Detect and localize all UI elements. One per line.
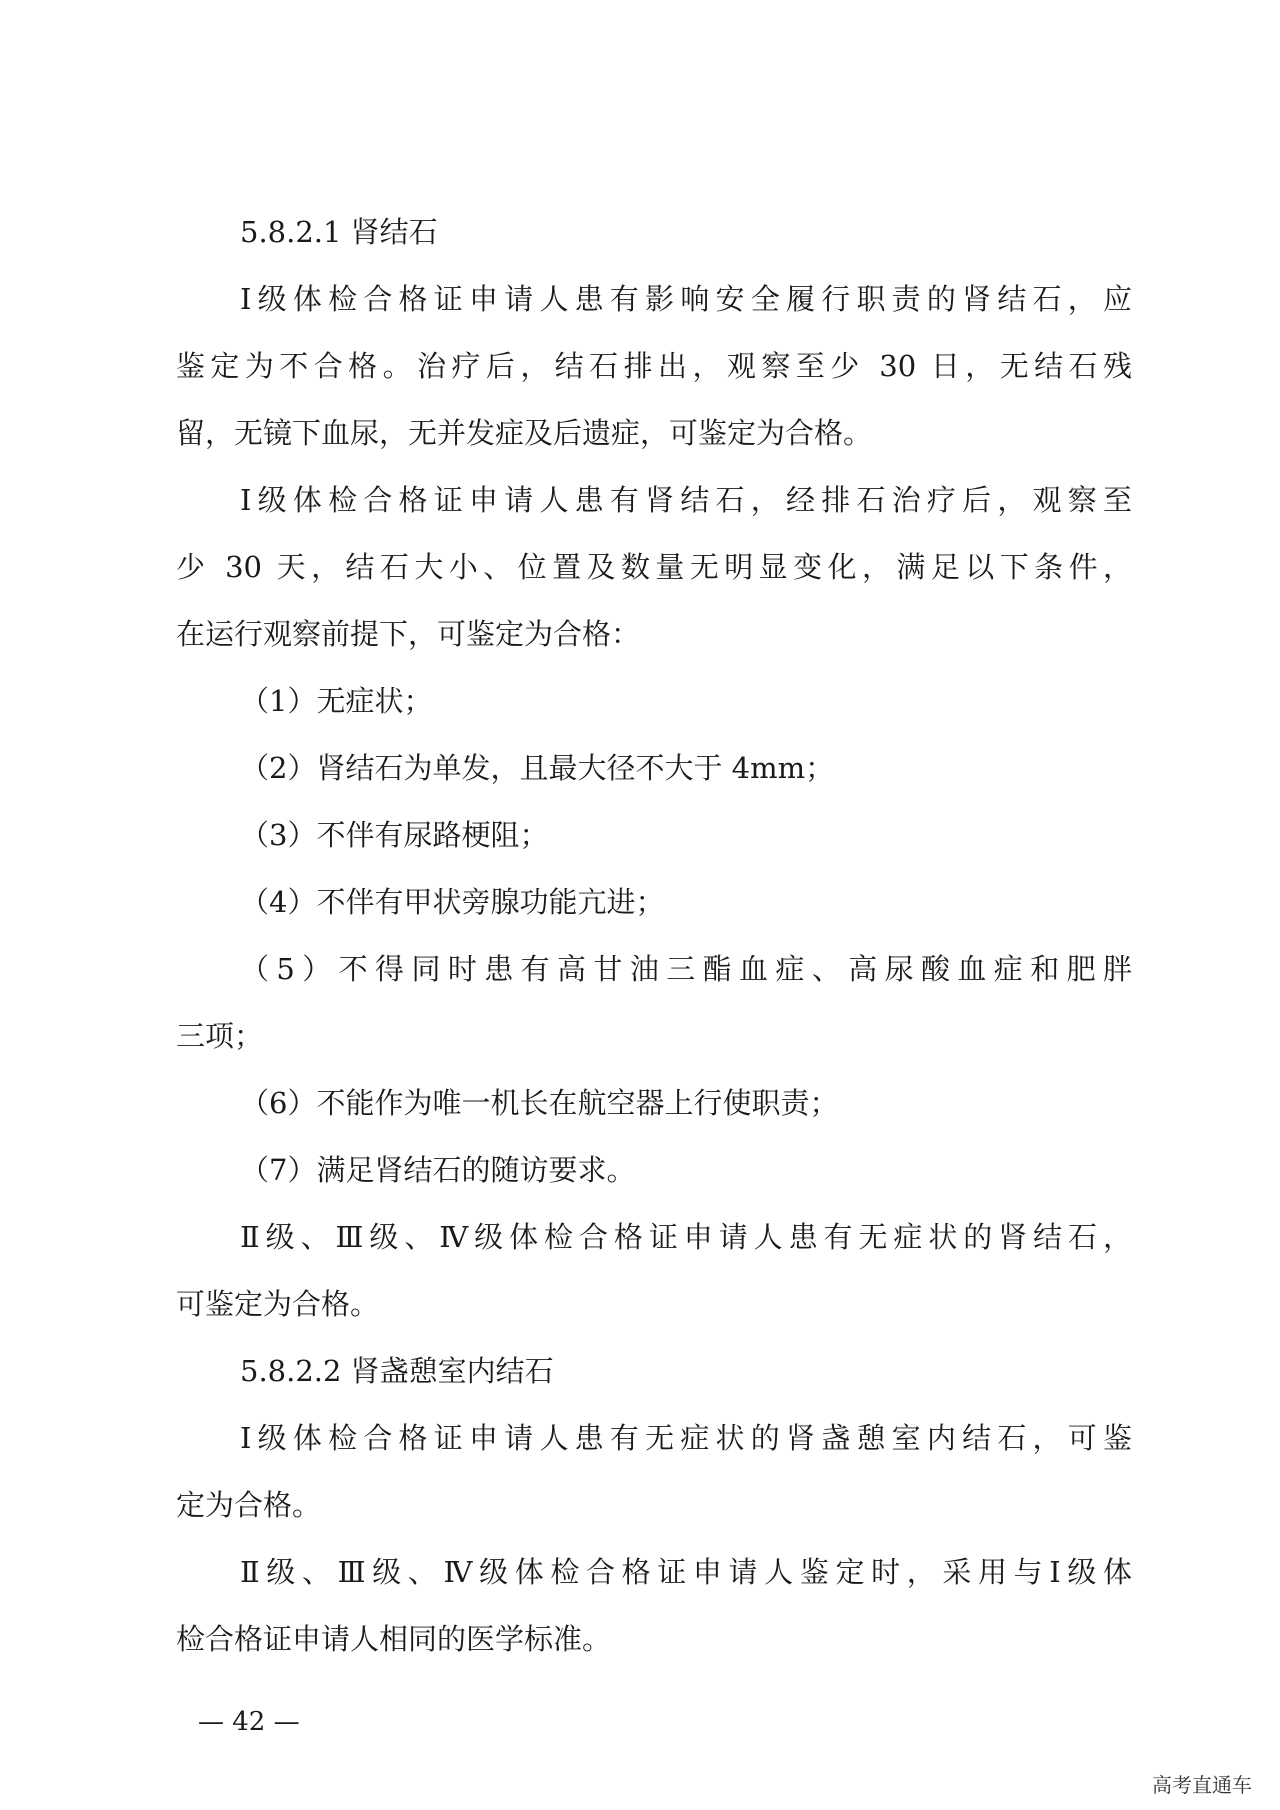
paragraph-line: 在运行观察前提下，可鉴定为合格： (176, 617, 641, 651)
paragraph-line: 留，无镜下血尿，无并发症及后遗症，可鉴定为合格。 (176, 416, 873, 450)
list-item: （6）不能作为唯一机长在航空器上行使职责； (240, 1086, 839, 1120)
watermark-text: 高考直通车 (1152, 1773, 1252, 1797)
paragraph-line: Ⅰ级体检合格证申请人患有肾结石，经排石治疗后，观察至 (240, 483, 1132, 517)
list-item: （4）不伴有甲状旁腺功能亢进； (240, 885, 665, 919)
page-number: — 42 — (198, 1707, 300, 1737)
paragraph-line: 检合格证申请人相同的医学标准。 (176, 1622, 612, 1656)
list-item: （7）满足肾结石的随访要求。 (240, 1153, 636, 1187)
paragraph-line: Ⅰ级体检合格证申请人患有无症状的肾盏憩室内结石，可鉴 (240, 1421, 1132, 1455)
list-item: （2）肾结石为单发，且最大径不大于 4mm； (240, 751, 835, 785)
section-heading-5-8-2-1: 5.8.2.1 肾结石 (240, 215, 438, 249)
list-item: （1）无症状； (240, 684, 433, 718)
list-item: （5）不得同时患有高甘油三酯血症、高尿酸血症和肥胖 (240, 952, 1132, 986)
list-item: （3）不伴有尿路梗阻； (240, 818, 549, 852)
section-heading-5-8-2-2: 5.8.2.2 肾盏憩室内结石 (240, 1354, 554, 1388)
paragraph-line: Ⅱ级、Ⅲ级、Ⅳ级体检合格证申请人患有无症状的肾结石， (240, 1220, 1132, 1254)
paragraph-line: 鉴定为不合格。治疗后，结石排出，观察至少 30 日，无结石残 (176, 349, 1132, 383)
paragraph-line: 定为合格。 (176, 1488, 322, 1522)
paragraph-line: Ⅱ级、Ⅲ级、Ⅳ级体检合格证申请人鉴定时，采用与Ⅰ级体 (240, 1555, 1132, 1589)
paragraph-line: 可鉴定为合格。 (176, 1287, 380, 1321)
paragraph-line: 少 30 天，结石大小、位置及数量无明显变化，满足以下条件， (176, 550, 1132, 584)
list-item-continuation: 三项； (176, 1019, 264, 1053)
paragraph-line: Ⅰ级体检合格证申请人患有影响安全履行职责的肾结石，应 (240, 282, 1132, 316)
